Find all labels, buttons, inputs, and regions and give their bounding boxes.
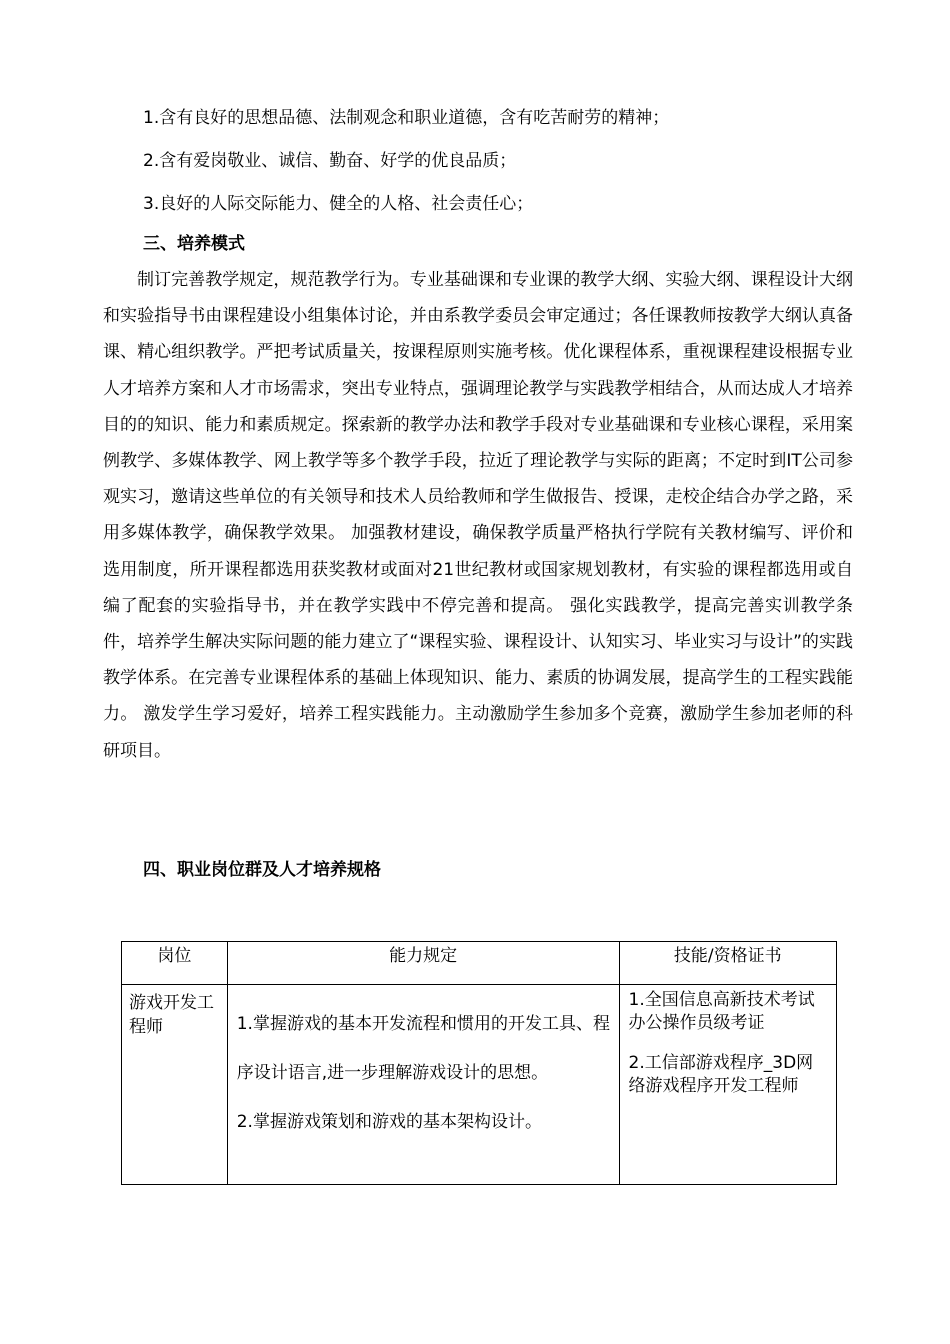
quality-item-2: 2.含有爱岗敬业、诚信、勤奋、好学的优良品质； bbox=[143, 151, 517, 171]
position-text: 游戏开发工程师 bbox=[129, 993, 214, 1037]
ability-cell bbox=[227, 985, 619, 1185]
section-3-body: 制订完善教学规定，规范教学行为。专业基础课和专业课的教学大纲、实验大纲、课程设计大纲和实验指导书由课程建设小组集体讨论，并由系教学委员会审定通过；各任课教师按教学大纲认真备课、精心组织教学。严把考试质量关，按课程原则实施考核。优化课程体系，重视课程建设根据专业人才培养方案和人才市场需求，突出专业特点，强调理论教学与实践教学相结合，从而达成人才培养目的的知识、能力和素质规定。探索新的教学办法和教学手段对专业基础课和专业核心课程，采用案例教学、多媒体教学、网上教学等多个教学手段，拉近了理论教学与实际的距离；不定时到IT公司参观实习，邀请这些单位的有关领导和技术人员给教师和学生做报告、授课，走校企结合办学之路，采用多媒体教学，确保教学效果。 加强教材建设，确保教学质量严格执行学院有关教材编写、评价和选用制度，所开课程都选用获奖教材或面对21世纪教材或国家规划教材，有实验的课程都选用或自编了配套的实验指导书，并在教学实践中不停完善和提高。 强化实践教学，提高完善实训教学条件，培养学生解决实际问题的能力建立了“课程实验、课程设计、认知实习、毕业实习与设计”的实践教学体系。在完善专业课程体系的基础上体现知识、能力、素质的协调发展，提高学生的工程实践能力。 激发学生学习爱好，培养工程实践能力。主动激励学生参加多个竞赛，激励学生参加老师的科研项目。 bbox=[103, 270, 853, 761]
header-ability: 能力规定 bbox=[227, 942, 619, 985]
section-3-heading: 三、培养模式 bbox=[143, 234, 245, 254]
section-4-heading: 四、职业岗位群及人才培养规格 bbox=[143, 860, 381, 880]
ability-item-2: 2.掌握游戏策划和游戏的基本架构设计。 bbox=[236, 1112, 542, 1132]
table-row bbox=[122, 985, 837, 1185]
table-header-row bbox=[122, 942, 837, 985]
certificate-item-2: 2.工信部游戏程序_3D网络游戏程序开发工程师 bbox=[628, 1053, 814, 1096]
header-position: 岗位 bbox=[122, 942, 228, 985]
certificate-item-1: 1.全国信息高新技术考试办公操作员级考证 bbox=[628, 990, 815, 1033]
position-cell bbox=[122, 985, 228, 1185]
header-certificate: 技能/资格证书 bbox=[619, 942, 836, 985]
ability-item-1: 1.掌握游戏的基本开发流程和惯用的开发工具、程序设计语言,进一步理解游戏设计的思想。 bbox=[236, 1014, 610, 1083]
job-table bbox=[121, 941, 837, 1185]
quality-item-3: 3.良好的人际交际能力、健全的人格、社会责任心； bbox=[143, 194, 534, 214]
quality-item-1: 1.含有良好的思想品德、法制观念和职业道德，含有吃苦耐劳的精神； bbox=[143, 108, 670, 128]
certificate-cell bbox=[619, 985, 836, 1185]
